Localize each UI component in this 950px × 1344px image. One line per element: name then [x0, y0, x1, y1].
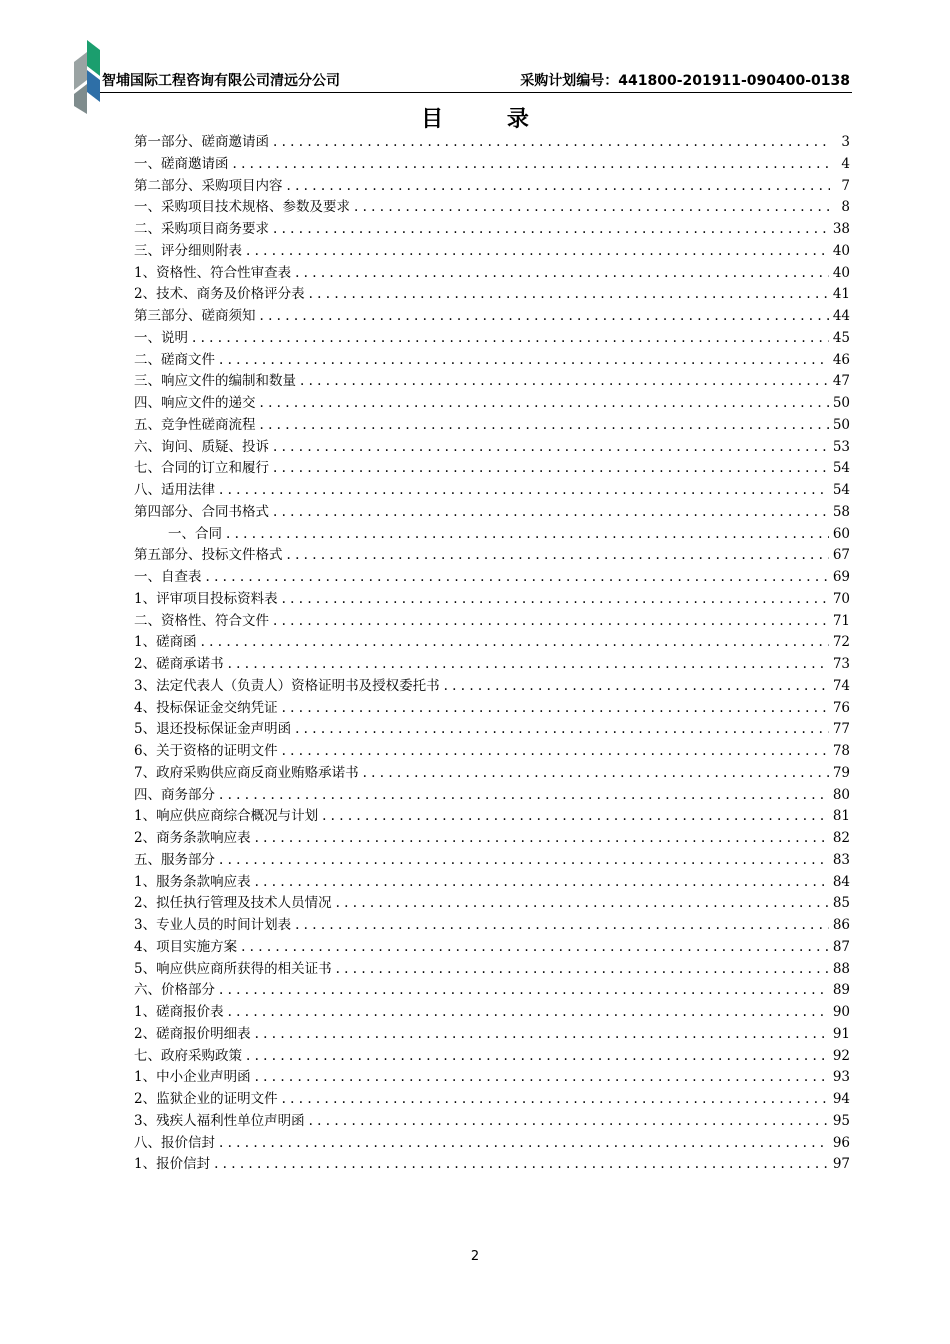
toc-entry[interactable] [134, 1067, 850, 1089]
toc-entry[interactable] [134, 176, 850, 198]
toc-dot-leader [273, 437, 829, 459]
toc-entry[interactable] [134, 263, 850, 285]
toc-entry-page: 69 [832, 569, 850, 585]
toc-dot-leader [273, 458, 829, 480]
company-name: 智埔国际工程咨询有限公司清远分公司 [102, 73, 340, 89]
toc-dot-leader [260, 306, 829, 328]
toc-dot-leader [219, 850, 829, 872]
toc-entry-page: 90 [832, 1004, 850, 1020]
toc-entry[interactable] [134, 1024, 850, 1046]
toc-entry-page: 41 [832, 286, 850, 303]
toc-entry-label: 4、投标保证金交纳凭证 [134, 699, 278, 716]
toc-dot-leader [282, 589, 829, 611]
toc-entry[interactable] [134, 785, 850, 807]
toc-entry-page: 89 [832, 982, 850, 999]
toc-dot-leader [255, 1067, 829, 1089]
toc-entry-page: 82 [832, 830, 850, 846]
toc-entry-label: 七、政府采购政策 [134, 1047, 242, 1064]
toc-entry-label: 2、技术、商务及价格评分表 [134, 286, 305, 303]
toc-entry[interactable] [134, 828, 850, 850]
toc-entry[interactable] [134, 806, 850, 828]
toc-dot-leader [219, 1133, 829, 1155]
toc-entry-label: 六、询问、质疑、投诉 [134, 438, 269, 455]
toc-entry[interactable] [134, 763, 850, 785]
toc-entry[interactable] [134, 241, 850, 263]
toc-entry-label: 七、合同的订立和履行 [134, 460, 269, 477]
toc-dot-leader [219, 980, 829, 1002]
toc-entry[interactable] [134, 437, 850, 459]
toc-dot-leader [282, 741, 829, 763]
toc-dot-leader [233, 154, 831, 176]
toc-entry[interactable] [134, 980, 850, 1002]
toc-entry-label: 7、政府采购供应商反商业贿赂承诺书 [134, 764, 359, 781]
toc-entry-label: 一、磋商邀请函 [134, 155, 229, 172]
toc-entry-page: 76 [832, 699, 850, 716]
toc-entry-page: 45 [832, 329, 850, 346]
toc-dot-leader [295, 915, 829, 937]
toc-entry-page: 83 [832, 851, 850, 868]
toc-dot-leader [282, 698, 829, 720]
toc-entry-label: 一、说明 [134, 329, 188, 346]
toc-entry[interactable] [134, 1133, 850, 1155]
toc-dot-leader [295, 719, 829, 741]
toc-entry[interactable] [134, 284, 850, 306]
toc-entry[interactable] [134, 393, 850, 415]
toc-entry[interactable] [134, 306, 850, 328]
toc-entry-page: 70 [832, 590, 850, 607]
toc-entry-label: 2、磋商报价明细表 [134, 1025, 251, 1042]
toc-entry-label: 3、残疾人福利性单位声明函 [134, 1112, 305, 1129]
toc-entry-page: 95 [832, 1112, 850, 1129]
toc-entry-label: 1、评审项目投标资料表 [134, 590, 278, 607]
toc-entry-page: 40 [832, 242, 850, 259]
toc-entry-label: 2、监狱企业的证明文件 [134, 1091, 278, 1107]
toc-dot-leader [226, 524, 829, 546]
toc-dot-leader [228, 1002, 829, 1024]
toc-dot-leader [255, 872, 829, 894]
toc-entry-page: 73 [832, 656, 850, 672]
toc-entry-label: 三、评分细则附表 [134, 242, 242, 259]
toc-entry-page: 54 [832, 482, 850, 498]
toc-entry-label: 第五部分、投标文件格式 [134, 547, 283, 564]
toc-entry[interactable] [134, 197, 850, 219]
toc-entry[interactable] [134, 328, 850, 350]
toc-dot-leader [273, 219, 829, 241]
toc-entry-page: 81 [832, 808, 850, 825]
toc-entry-page: 85 [832, 895, 850, 912]
toc-entry-label: 5、退还投标保证金声明函 [134, 721, 292, 738]
toc-entry-page: 87 [832, 938, 850, 955]
toc-entry-page: 60 [832, 525, 850, 542]
toc-entry-page: 86 [832, 917, 850, 933]
toc-dot-leader [336, 959, 829, 981]
toc-entry-label: 第二部分、采购项目内容 [134, 177, 283, 194]
toc-dot-leader [255, 1024, 829, 1046]
toc-entry-page: 4 [841, 155, 850, 172]
toc-entry[interactable] [134, 632, 850, 654]
toc-entry-label: 第三部分、磋商须知 [134, 308, 256, 324]
toc-entry-label: 三、响应文件的编制和数量 [134, 373, 296, 390]
toc-dot-leader [219, 785, 829, 807]
toc-entry-label: 第一部分、磋商邀请函 [134, 134, 269, 150]
toc-entry-page: 91 [832, 1025, 850, 1042]
toc-entry[interactable] [134, 502, 850, 524]
toc-entry-label: 2、商务条款响应表 [134, 830, 251, 846]
toc-entry[interactable] [134, 219, 850, 241]
toc-dot-leader [273, 502, 829, 524]
toc-entry-page: 47 [832, 373, 850, 390]
toc-entry-page: 50 [832, 395, 850, 411]
toc-entry-label: 2、磋商承诺书 [134, 656, 224, 672]
toc-entry[interactable] [134, 415, 850, 437]
toc-entry-label: 五、竞争性磋商流程 [134, 416, 256, 433]
toc-dot-leader [201, 632, 829, 654]
toc-entry-page: 40 [832, 264, 850, 281]
toc-entry-label: 3、法定代表人（负责人）资格证明书及授权委托书 [134, 677, 440, 694]
toc-dot-leader [273, 611, 829, 633]
toc-entry-page: 80 [832, 786, 850, 803]
toc-dot-leader [336, 893, 829, 915]
toc-entry-page: 78 [832, 743, 850, 759]
toc-entry-page: 3 [841, 134, 850, 150]
toc-entry-label: 6、关于资格的证明文件 [134, 743, 278, 759]
toc-entry-label: 1、资格性、符合性审查表 [134, 264, 292, 281]
header-divider [100, 92, 852, 93]
page-title: 目 录 [421, 107, 557, 132]
toc-dot-leader [255, 828, 829, 850]
toc-dot-leader [295, 263, 829, 285]
toc-entry[interactable] [134, 915, 850, 937]
toc-dot-leader [219, 350, 829, 372]
toc-dot-leader [322, 806, 829, 828]
toc-dot-leader [309, 284, 829, 306]
toc-dot-leader [273, 132, 830, 154]
toc-entry[interactable] [134, 872, 850, 894]
toc-dot-leader [444, 676, 829, 698]
toc-entry[interactable] [134, 1089, 850, 1111]
toc-dot-leader [282, 1089, 829, 1111]
toc-entry-page: 58 [832, 503, 850, 520]
toc-entry[interactable] [134, 676, 850, 698]
toc-entry[interactable] [134, 567, 850, 589]
toc-dot-leader [260, 415, 829, 437]
toc-entry[interactable] [134, 850, 850, 872]
toc-dot-leader [309, 1111, 829, 1133]
toc-entry[interactable] [134, 545, 850, 567]
toc-dot-leader [287, 176, 831, 198]
toc-entry[interactable] [134, 589, 850, 611]
toc-entry[interactable] [134, 959, 850, 981]
toc-entry[interactable] [134, 893, 850, 915]
toc-entry[interactable] [134, 698, 850, 720]
toc-entry-label: 4、项目实施方案 [134, 938, 238, 955]
toc-entry-label: 八、报价信封 [134, 1134, 215, 1151]
toc-entry[interactable] [134, 480, 850, 502]
toc-dot-leader [246, 241, 829, 263]
toc-entry[interactable] [134, 350, 850, 372]
toc-entry[interactable] [134, 611, 850, 633]
toc-entry-label: 1、磋商函 [134, 634, 197, 651]
toc-entry-page: 7 [841, 177, 850, 194]
toc-entry-page: 38 [832, 221, 850, 237]
toc-entry-page: 54 [832, 460, 850, 477]
toc-entry-label: 1、报价信封 [134, 1156, 211, 1173]
toc-entry-page: 92 [832, 1047, 850, 1064]
toc-entry-page: 77 [832, 721, 850, 738]
toc-entry-label: 六、价格部分 [134, 982, 215, 999]
toc-entry-label: 四、商务部分 [134, 786, 215, 803]
toc-entry-label: 一、合同 [168, 525, 222, 542]
toc-entry-label: 第四部分、合同书格式 [134, 503, 269, 520]
toc-entry-page: 88 [832, 960, 850, 977]
toc-entry-label: 1、服务条款响应表 [134, 873, 251, 890]
toc-dot-leader [228, 654, 829, 676]
toc-entry[interactable] [134, 154, 850, 176]
toc-entry-page: 72 [832, 634, 850, 651]
toc-dot-leader [219, 480, 829, 502]
toc-entry[interactable] [134, 654, 850, 676]
toc-entry-label: 1、磋商报价表 [134, 1004, 224, 1020]
toc-entry-label: 二、资格性、符合文件 [134, 612, 269, 629]
toc-dot-leader [354, 197, 830, 219]
toc-entry-page: 93 [832, 1069, 850, 1086]
toc-dot-leader [287, 545, 829, 567]
toc-entry[interactable] [134, 741, 850, 763]
toc-entry-page: 46 [832, 351, 850, 368]
toc-dot-leader [192, 328, 829, 350]
toc-entry-page: 8 [841, 199, 850, 216]
toc-entry-page: 71 [832, 612, 850, 629]
toc-entry[interactable] [134, 719, 850, 741]
toc-dot-leader [246, 1046, 829, 1068]
toc-entry[interactable] [134, 371, 850, 393]
toc-entry-label: 二、采购项目商务要求 [134, 221, 269, 237]
toc-dot-leader [241, 937, 829, 959]
toc-entry-label: 2、拟任执行管理及技术人员情况 [134, 895, 332, 912]
toc-dot-leader [206, 567, 829, 589]
toc-dot-leader [214, 1154, 829, 1176]
toc-entry-label: 1、中小企业声明函 [134, 1069, 251, 1086]
page-number: 2 [470, 1249, 480, 1264]
procurement-plan-number: 采购计划编号：441800-201911-090400-0138 [520, 73, 850, 89]
toc-entry-label: 5、响应供应商所获得的相关证书 [134, 960, 332, 977]
toc-dot-leader [300, 371, 829, 393]
toc-entry-page: 50 [832, 416, 850, 433]
toc-entry-page: 94 [832, 1091, 850, 1107]
toc-entry-label: 1、响应供应商综合概况与计划 [134, 808, 319, 825]
toc-entry[interactable] [134, 524, 850, 546]
toc-entry[interactable] [134, 1046, 850, 1068]
toc-entry-label: 一、自查表 [134, 569, 202, 585]
toc-entry-label: 3、专业人员的时间计划表 [134, 917, 292, 933]
table-of-contents [134, 132, 850, 1176]
toc-entry-page: 97 [832, 1156, 850, 1173]
toc-entry-page: 44 [832, 308, 850, 324]
toc-entry[interactable] [134, 1002, 850, 1024]
toc-entry[interactable] [134, 1111, 850, 1133]
toc-entry[interactable] [134, 937, 850, 959]
toc-entry-label: 八、适用法律 [134, 482, 215, 498]
toc-entry[interactable] [134, 458, 850, 480]
toc-entry-label: 四、响应文件的递交 [134, 395, 256, 411]
toc-entry[interactable] [134, 132, 850, 154]
toc-dot-leader [260, 393, 829, 415]
toc-entry-page: 79 [832, 764, 850, 781]
toc-entry-label: 二、磋商文件 [134, 351, 215, 368]
toc-entry-page: 53 [832, 438, 850, 455]
toc-entry-label: 一、采购项目技术规格、参数及要求 [134, 199, 350, 216]
toc-entry[interactable] [134, 1154, 850, 1176]
toc-entry-page: 74 [832, 677, 850, 694]
toc-entry-page: 84 [832, 873, 850, 890]
toc-entry-page: 67 [832, 547, 850, 564]
toc-entry-label: 五、服务部分 [134, 851, 215, 868]
toc-entry-page: 96 [832, 1134, 850, 1151]
toc-dot-leader [363, 763, 829, 785]
